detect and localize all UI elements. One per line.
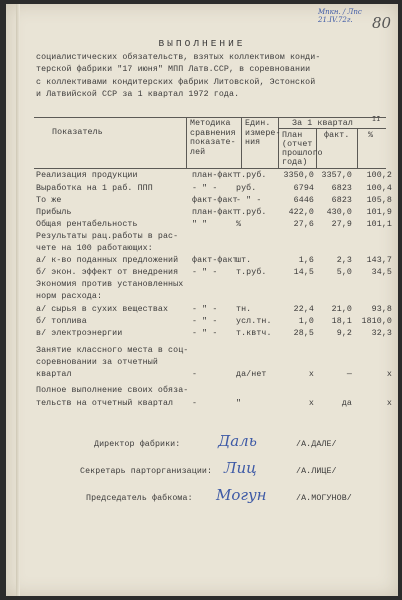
header-plan (282, 131, 323, 167)
row-percent: 100,4 (366, 184, 392, 193)
column-divider (357, 128, 358, 168)
row-unit: усл.тн. (236, 317, 272, 326)
row-label: Полное выполнение своих обяза- (36, 386, 189, 395)
row-unit: " (236, 399, 242, 408)
row-method: " " (192, 220, 208, 229)
row-fact: 21,0 (331, 305, 352, 314)
row-method: - " - (192, 305, 218, 314)
row-percent: х (386, 399, 392, 408)
margin-mark: II (372, 116, 381, 124)
row-percent: 101,1 (366, 220, 392, 229)
row-percent: х (386, 370, 392, 379)
row-method: - (192, 399, 198, 408)
row-label: Прибыль (36, 208, 72, 217)
row-plan: 27,6 (293, 220, 314, 229)
signature-name: /А.МОГУНОВ/ (296, 494, 352, 503)
row-method: - " - (192, 317, 218, 326)
header-indicator: Показатель (52, 128, 103, 137)
row-label: Общая рентабельность (36, 220, 138, 229)
document-page (6, 4, 398, 596)
row-unit: шт. (236, 256, 252, 265)
row-label: б/ экон. эффект от внедрения (36, 268, 179, 277)
header-method-line: Методика (190, 119, 231, 128)
row-plan: 3350,0 (283, 171, 314, 180)
handwritten-signature: Могун (216, 486, 267, 504)
row-percent: 105,8 (366, 196, 392, 205)
quarter-rule (278, 128, 386, 129)
row-percent: 100,2 (366, 171, 392, 180)
signature-role: Директор фабрики: (94, 440, 181, 449)
row-unit: т.руб. (236, 268, 267, 277)
row-label: а/ к-во поданных предложений (36, 256, 179, 265)
row-percent: 34,5 (371, 268, 392, 277)
archive-note (318, 8, 362, 24)
archive-note-line: Мпкн. / Лпс (318, 8, 362, 16)
header-method-line: лей (190, 147, 206, 157)
intro-line: терской фабрики "17 июня" МПП Латв.ССР, в соревновании (36, 65, 311, 75)
header-plan-line: (отчет (282, 140, 313, 149)
row-plan: 1,6 (298, 256, 314, 265)
row-fact: 3357,0 (321, 171, 352, 180)
row-plan: 28,5 (293, 329, 314, 338)
row-unit: тн. (236, 305, 252, 314)
archive-note-line: 21.IV.72г. (318, 16, 353, 24)
row-method: - " - (192, 184, 218, 193)
row-percent: 143,7 (366, 256, 392, 265)
row-fact: 6823 (331, 184, 352, 193)
row-plan: 6794 (293, 184, 314, 193)
row-percent: 101,9 (366, 208, 392, 217)
row-unit: % (236, 220, 242, 229)
signature-name: /А.ЛИЦЕ/ (296, 467, 337, 476)
row-label: Выработка на 1 раб. ППП (36, 184, 153, 193)
header-unit (245, 119, 281, 148)
row-label: чете на 100 работающих: (36, 244, 153, 253)
row-plan: 14,5 (293, 268, 314, 277)
handwritten-signature: Даль (218, 432, 257, 450)
row-unit: да/нет (236, 370, 267, 379)
row-label: норм расхода: (36, 292, 103, 301)
row-fact: 2,3 (336, 256, 352, 265)
row-label: тельств на отчетный квартал (36, 399, 174, 408)
header-plan-line: года) (282, 158, 308, 167)
header-percent: % (368, 131, 374, 140)
header-plan-line: План (282, 131, 303, 140)
row-plan: 422,0 (288, 208, 314, 217)
row-label: квартал (36, 370, 72, 379)
row-label: а/ сырья в сухих веществах (36, 305, 169, 314)
header-method-line: показате- (190, 138, 236, 147)
row-label: Экономия против установленных (36, 280, 184, 289)
row-plan: 1,0 (298, 317, 314, 326)
header-quarter: За 1 квартал (292, 119, 353, 128)
row-method: факт-факт (192, 256, 238, 265)
handwritten-signature: Лиц (224, 459, 257, 477)
header-method-line: сравнения (190, 128, 236, 138)
row-label: соревновании за отчетный (36, 358, 158, 367)
row-plan: х (308, 370, 314, 379)
signature-name: /А.ДАЛЕ/ (296, 440, 337, 449)
row-unit: т.руб. (236, 208, 267, 217)
row-fact: да (341, 399, 352, 408)
column-divider (186, 117, 187, 168)
row-label: Результаты рац.работы в рас- (36, 232, 179, 241)
column-divider (241, 117, 242, 168)
row-label: в/ электроэнергии (36, 329, 123, 338)
row-method: - (192, 370, 198, 379)
row-fact: 27,9 (331, 220, 352, 229)
header-fact: факт. (324, 131, 350, 140)
header-method (190, 119, 236, 157)
row-method: - " - (192, 329, 218, 338)
row-fact: 6823 (331, 196, 352, 205)
row-plan: х (308, 399, 314, 408)
row-method: - " - (192, 268, 218, 277)
row-fact: 9,2 (336, 329, 352, 338)
row-unit: т.руб. (236, 171, 267, 180)
header-bottom-rule (34, 168, 386, 169)
row-percent: 32,3 (371, 329, 392, 338)
intro-line: социалистических обязательств, взятых коллективом конди- (36, 53, 321, 62)
page-binding-edge (16, 4, 20, 596)
row-label: То же (36, 196, 62, 205)
table-top-rule (34, 117, 386, 118)
row-label: Занятие классного места в соц- (36, 346, 189, 355)
row-fact: 430,0 (326, 208, 352, 217)
row-label: б/ топлива (36, 317, 87, 326)
header-unit-line: измере- (245, 128, 281, 138)
row-unit: т.квтч. (236, 329, 272, 338)
header-unit-line: ния (245, 138, 261, 147)
row-method: план-факт (192, 208, 238, 217)
row-unit: - " - (236, 196, 262, 205)
row-unit: руб. (236, 184, 257, 193)
row-label: Реализация продукции (36, 171, 138, 180)
row-percent: 1810,0 (361, 317, 392, 326)
row-fact: 5,0 (336, 268, 352, 277)
document-title: ВЫПОЛНЕНИЕ (158, 38, 246, 49)
signature-role: Секретарь парторганизации: (80, 467, 213, 476)
row-percent: 93,8 (371, 305, 392, 314)
intro-line: с коллективами кондитерских фабрик Литовской, Эстонской (36, 77, 316, 87)
page-number: 80 (372, 14, 392, 32)
row-plan: 6446 (293, 196, 314, 205)
row-method: факт-факт (192, 196, 238, 205)
header-plan-line: прошлого (282, 149, 323, 158)
row-fact: — (346, 370, 352, 379)
header-unit-line: Един. (245, 119, 271, 128)
signature-role: Председатель фабкома: (86, 494, 193, 503)
row-method: план-факт (192, 171, 238, 180)
intro-line: и Латвийской ССР за 1 квартал 1972 года. (36, 89, 240, 99)
row-plan: 22,4 (293, 305, 314, 314)
row-fact: 18,1 (331, 317, 352, 326)
